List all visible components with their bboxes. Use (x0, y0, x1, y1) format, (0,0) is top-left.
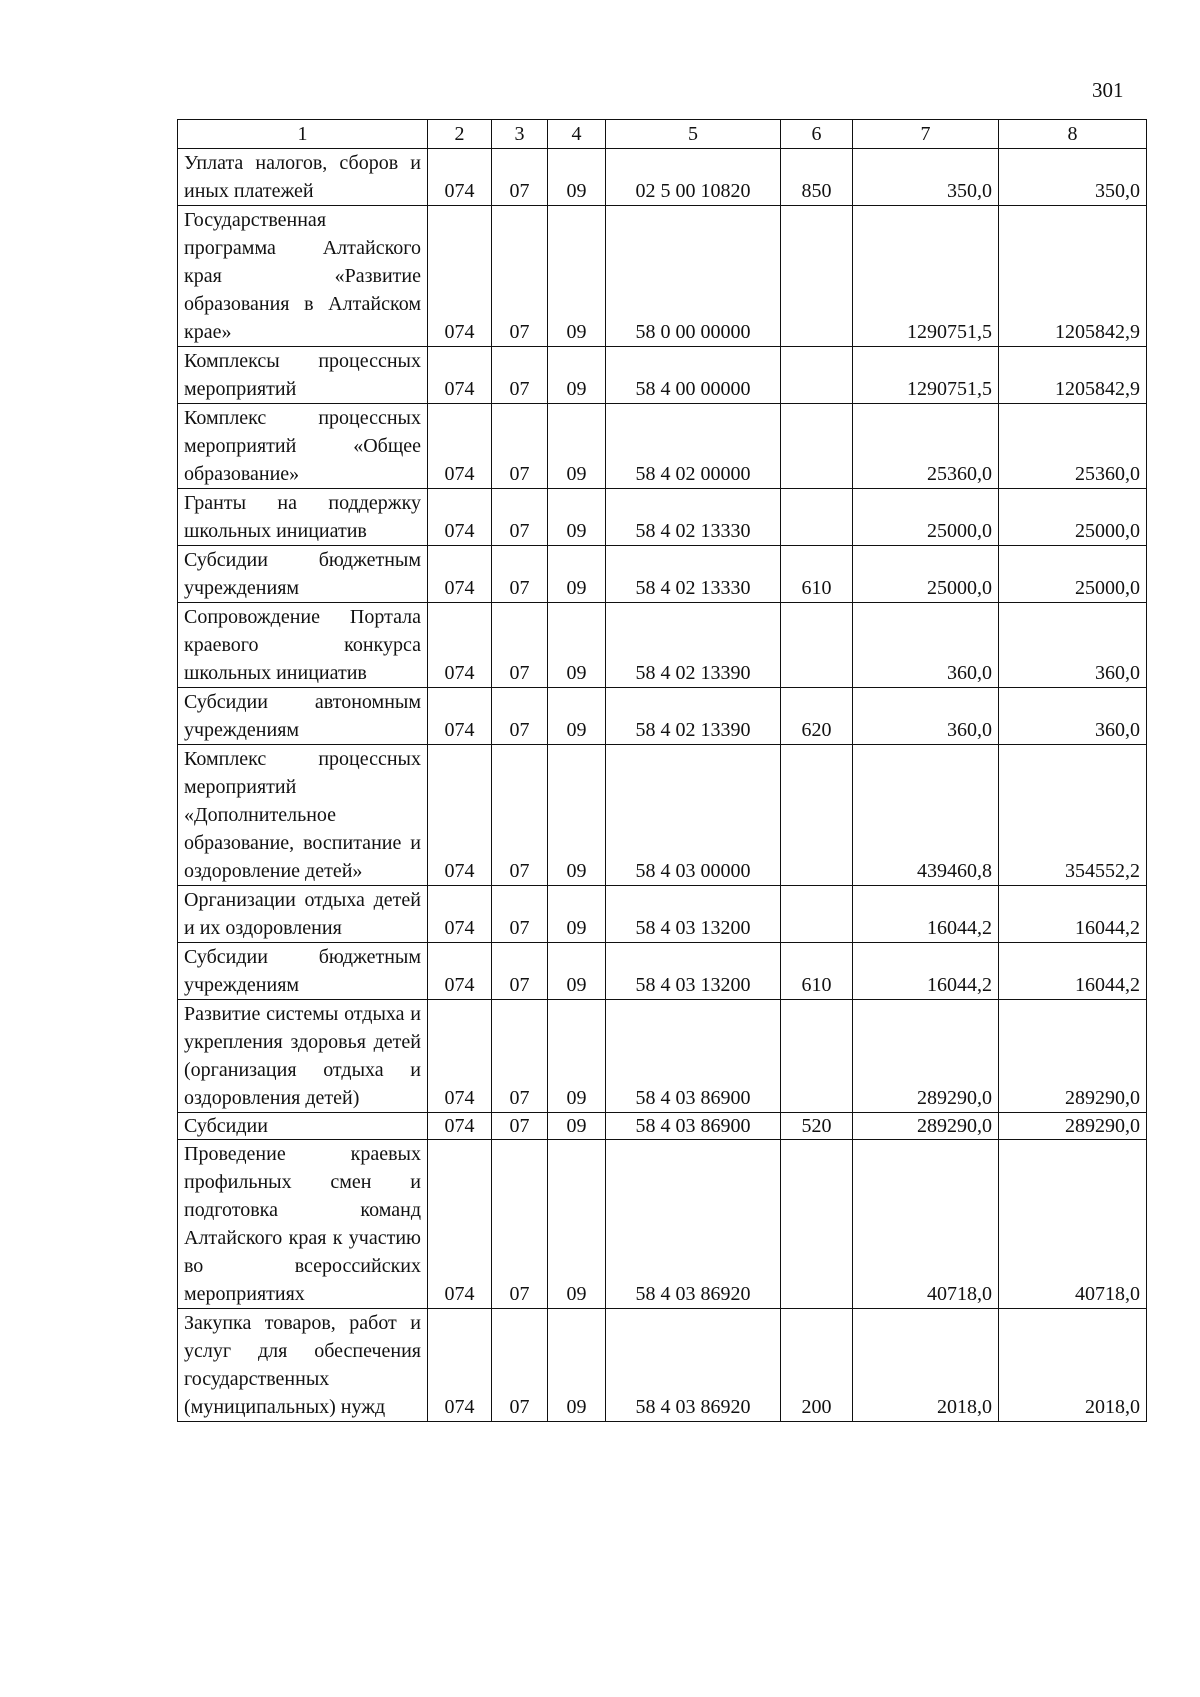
page-number: 301 (1092, 78, 1124, 102)
table-row (178, 688, 1147, 745)
column-header: 3 (492, 120, 548, 149)
row-name-cell: Закупка товаров, работ и услуг для обеспечения государственных (муниципальных) нужд (178, 1309, 428, 1422)
section-code-cell: 07 (492, 404, 548, 489)
row-name-cell: Комплекс процессных мероприятий «Общее образование» (178, 404, 428, 489)
target-code-cell: 58 4 03 86920 (606, 1309, 781, 1422)
amount-cell: 25000,0 (853, 489, 999, 546)
row-name-cell: Субсидии автономным учреждениям (178, 688, 428, 745)
expense-type-cell: 610 (781, 546, 853, 603)
ministry-code-cell: 074 (428, 489, 492, 546)
subsection-code-cell: 09 (548, 206, 606, 347)
ministry-code-cell: 074 (428, 603, 492, 688)
table-row (178, 347, 1147, 404)
amount-cell: 360,0 (853, 603, 999, 688)
ministry-code-cell: 074 (428, 943, 492, 1000)
amount-cell: 16044,2 (853, 886, 999, 943)
amount-cell: 16044,2 (999, 943, 1147, 1000)
target-code-cell: 58 4 02 13330 (606, 546, 781, 603)
target-code-cell: 58 4 02 13330 (606, 489, 781, 546)
expense-type-cell (781, 886, 853, 943)
section-code-cell: 07 (492, 1140, 548, 1309)
section-code-cell: 07 (492, 688, 548, 745)
amount-cell: 25360,0 (853, 404, 999, 489)
target-code-cell: 58 4 02 13390 (606, 688, 781, 745)
table-row (178, 745, 1147, 886)
subsection-code-cell: 09 (548, 1113, 606, 1140)
expense-type-cell: 850 (781, 149, 853, 206)
subsection-code-cell: 09 (548, 745, 606, 886)
expense-type-cell: 200 (781, 1309, 853, 1422)
ministry-code-cell: 074 (428, 149, 492, 206)
expense-type-cell (781, 404, 853, 489)
row-name-cell: Государственная программа Алтайского края «Развитие образования в Алтайском крае» (178, 206, 428, 347)
target-code-cell: 58 4 00 00000 (606, 347, 781, 404)
subsection-code-cell: 09 (548, 688, 606, 745)
amount-cell: 289290,0 (853, 1113, 999, 1140)
section-code-cell: 07 (492, 347, 548, 404)
budget-table (177, 119, 1147, 1422)
subsection-code-cell: 09 (548, 1000, 606, 1113)
table-row (178, 943, 1147, 1000)
ministry-code-cell: 074 (428, 347, 492, 404)
ministry-code-cell: 074 (428, 1309, 492, 1422)
table-row (178, 404, 1147, 489)
amount-cell: 439460,8 (853, 745, 999, 886)
row-name-cell: Проведение краевых профильных смен и подготовка команд Алтайского края к участию во всероссийских мероприятиях (178, 1140, 428, 1309)
column-header: 7 (853, 120, 999, 149)
table-row (178, 1113, 1147, 1140)
amount-cell: 40718,0 (853, 1140, 999, 1309)
amount-cell: 354552,2 (999, 745, 1147, 886)
amount-cell: 16044,2 (853, 943, 999, 1000)
column-header: 5 (606, 120, 781, 149)
row-name-cell: Субсидии (178, 1113, 428, 1140)
target-code-cell: 58 4 02 00000 (606, 404, 781, 489)
ministry-code-cell: 074 (428, 688, 492, 745)
amount-cell: 25000,0 (853, 546, 999, 603)
table-row (178, 206, 1147, 347)
amount-cell: 40718,0 (999, 1140, 1147, 1309)
target-code-cell: 58 4 03 86920 (606, 1140, 781, 1309)
header-row (178, 120, 1147, 149)
target-code-cell: 58 4 03 86900 (606, 1113, 781, 1140)
table-row (178, 603, 1147, 688)
amount-cell: 25000,0 (999, 546, 1147, 603)
row-name-cell: Развитие системы отдыха и укрепления здоровья детей (организация отдыха и оздоровления детей) (178, 1000, 428, 1113)
section-code-cell: 07 (492, 206, 548, 347)
expense-type-cell (781, 745, 853, 886)
expense-type-cell (781, 1000, 853, 1113)
table-row (178, 489, 1147, 546)
amount-cell: 25360,0 (999, 404, 1147, 489)
ministry-code-cell: 074 (428, 206, 492, 347)
target-code-cell: 58 4 02 13390 (606, 603, 781, 688)
section-code-cell: 07 (492, 603, 548, 688)
subsection-code-cell: 09 (548, 404, 606, 489)
expense-type-cell (781, 1140, 853, 1309)
target-code-cell: 58 4 03 13200 (606, 886, 781, 943)
amount-cell: 289290,0 (999, 1000, 1147, 1113)
section-code-cell: 07 (492, 745, 548, 886)
section-code-cell: 07 (492, 489, 548, 546)
target-code-cell: 58 0 00 00000 (606, 206, 781, 347)
expense-type-cell (781, 489, 853, 546)
target-code-cell: 58 4 03 00000 (606, 745, 781, 886)
subsection-code-cell: 09 (548, 149, 606, 206)
amount-cell: 1290751,5 (853, 347, 999, 404)
amount-cell: 360,0 (999, 688, 1147, 745)
subsection-code-cell: 09 (548, 1140, 606, 1309)
column-header: 4 (548, 120, 606, 149)
ministry-code-cell: 074 (428, 546, 492, 603)
row-name-cell: Сопровождение Портала краевого конкурса школьных инициатив (178, 603, 428, 688)
row-name-cell: Субсидии бюджетным учреждениям (178, 546, 428, 603)
section-code-cell: 07 (492, 1113, 548, 1140)
subsection-code-cell: 09 (548, 886, 606, 943)
amount-cell: 16044,2 (999, 886, 1147, 943)
target-code-cell: 58 4 03 86900 (606, 1000, 781, 1113)
column-header: 1 (178, 120, 428, 149)
table-row (178, 546, 1147, 603)
amount-cell: 25000,0 (999, 489, 1147, 546)
expense-type-cell (781, 206, 853, 347)
subsection-code-cell: 09 (548, 546, 606, 603)
amount-cell: 360,0 (999, 603, 1147, 688)
amount-cell: 289290,0 (999, 1113, 1147, 1140)
section-code-cell: 07 (492, 546, 548, 603)
subsection-code-cell: 09 (548, 603, 606, 688)
expense-type-cell (781, 347, 853, 404)
table-row (178, 1140, 1147, 1309)
row-name-cell: Гранты на поддержку школьных инициатив (178, 489, 428, 546)
amount-cell: 2018,0 (999, 1309, 1147, 1422)
section-code-cell: 07 (492, 149, 548, 206)
row-name-cell: Комплексы процессных мероприятий (178, 347, 428, 404)
column-header: 6 (781, 120, 853, 149)
amount-cell: 1205842,9 (999, 206, 1147, 347)
amount-cell: 350,0 (853, 149, 999, 206)
amount-cell: 289290,0 (853, 1000, 999, 1113)
subsection-code-cell: 09 (548, 489, 606, 546)
section-code-cell: 07 (492, 943, 548, 1000)
amount-cell: 350,0 (999, 149, 1147, 206)
row-name-cell: Уплата налогов, сборов и иных платежей (178, 149, 428, 206)
table-row (178, 1309, 1147, 1422)
amount-cell: 1290751,5 (853, 206, 999, 347)
amount-cell: 2018,0 (853, 1309, 999, 1422)
subsection-code-cell: 09 (548, 943, 606, 1000)
expense-type-cell: 520 (781, 1113, 853, 1140)
row-name-cell: Субсидии бюджетным учреждениям (178, 943, 428, 1000)
section-code-cell: 07 (492, 1000, 548, 1113)
ministry-code-cell: 074 (428, 404, 492, 489)
section-code-cell: 07 (492, 1309, 548, 1422)
ministry-code-cell: 074 (428, 1140, 492, 1309)
subsection-code-cell: 09 (548, 1309, 606, 1422)
ministry-code-cell: 074 (428, 1000, 492, 1113)
section-code-cell: 07 (492, 886, 548, 943)
table-row (178, 1000, 1147, 1113)
target-code-cell: 02 5 00 10820 (606, 149, 781, 206)
row-name-cell: Организации отдыха детей и их оздоровления (178, 886, 428, 943)
table-row (178, 149, 1147, 206)
expense-type-cell (781, 603, 853, 688)
subsection-code-cell: 09 (548, 347, 606, 404)
table-row (178, 886, 1147, 943)
column-header: 2 (428, 120, 492, 149)
ministry-code-cell: 074 (428, 745, 492, 886)
amount-cell: 360,0 (853, 688, 999, 745)
expense-type-cell: 620 (781, 688, 853, 745)
expense-type-cell: 610 (781, 943, 853, 1000)
column-header: 8 (999, 120, 1147, 149)
ministry-code-cell: 074 (428, 886, 492, 943)
target-code-cell: 58 4 03 13200 (606, 943, 781, 1000)
ministry-code-cell: 074 (428, 1113, 492, 1140)
amount-cell: 1205842,9 (999, 347, 1147, 404)
row-name-cell: Комплекс процессных мероприятий «Дополнительное образование, воспитание и оздоровление детей» (178, 745, 428, 886)
